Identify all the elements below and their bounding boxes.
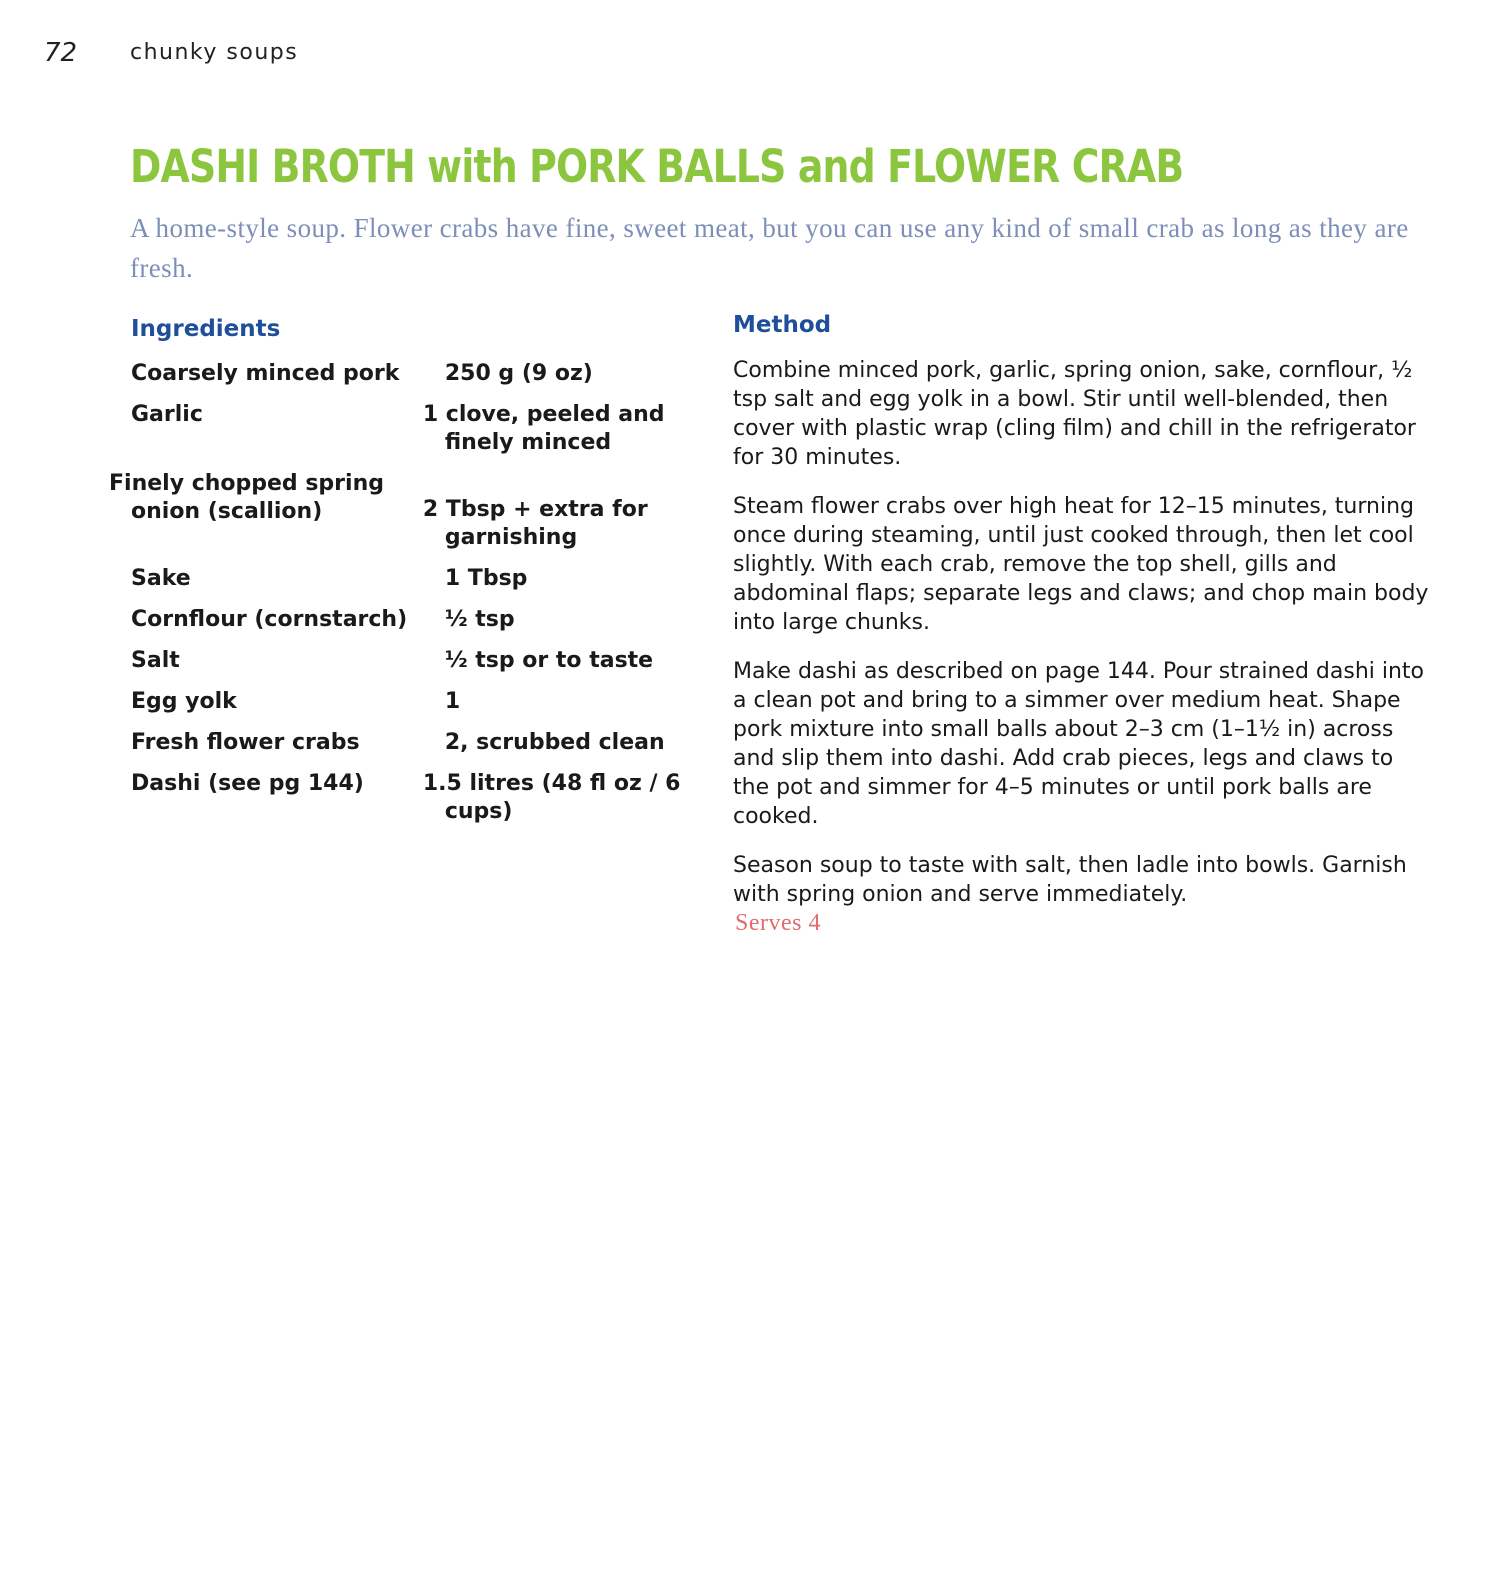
method-step: Season soup to taste with salt, then ladle into bowls. Garnish with spring onion and serve immediately.: [733, 853, 1407, 907]
ingredient-row: [131, 470, 691, 565]
ingredient-row: [131, 401, 691, 470]
ingredient-qty: 1 Tbsp: [444, 566, 528, 591]
ingredient-qty: 250 g (9 oz): [444, 361, 593, 386]
ingredient-row: [131, 729, 691, 770]
ingredient-name: Salt: [131, 648, 180, 673]
recipe-title: DASHI BROTH with PORK BALLS and FLOWER CRAB: [130, 140, 1184, 193]
method-step: Combine minced pork, garlic, spring onion, sake, cornflour, ½ tsp salt and egg yolk in a bowl. Stir until well-blended, then cover with plastic wrap (cling film) and chill in the refrigerator for 30 minutes.: [733, 358, 1416, 470]
method-step: Make dashi as described on page 144. Pour strained dashi into a clean pot and bring to a simmer over medium heat. Shape pork mixture into small balls about 2–3 cm (1–1½ in) across and slip them into dashi. Add crab pieces, legs and claws to the pot and simmer for 4–5 minutes or until pork balls are cooked.: [733, 659, 1425, 829]
method-steps: [733, 356, 1433, 929]
ingredient-qty: ½ tsp: [444, 607, 515, 632]
ingredient-name: Cornflour (cornstarch): [131, 607, 408, 632]
section-title: chunky soups: [130, 40, 299, 65]
ingredient-name: Coarsely minced pork: [131, 361, 400, 386]
ingredient-name: Egg yolk: [131, 689, 237, 714]
ingredient-qty: ½ tsp or to taste: [444, 648, 654, 673]
ingredient-qty: 2, scrubbed clean: [444, 730, 665, 755]
ingredient-name: Dashi (see pg 144): [131, 771, 364, 796]
ingredient-row: [131, 606, 691, 647]
ingredient-qty: 1.5 litres (48 fl oz / 6 cups): [422, 771, 681, 824]
ingredient-qty: 1: [444, 689, 461, 714]
ingredient-row: [131, 565, 691, 606]
ingredient-row: [131, 647, 691, 688]
serves-note: Serves 4: [735, 910, 821, 936]
ingredient-row: [131, 770, 691, 839]
page-number: 72: [44, 38, 78, 68]
ingredient-name: Sake: [131, 566, 191, 591]
ingredient-qty: 2 Tbsp + extra for garnishing: [422, 497, 648, 550]
ingredients-table: [109, 360, 691, 839]
ingredient-qty: 1 clove, peeled and finely minced: [422, 402, 665, 455]
method-step: Steam flower crabs over high heat for 12–15 minutes, turning once during steaming, until just cooked through, then let cool slightly. With each crab, remove the top shell, gills and abdominal flaps; separate legs and claws; and chop main body into large chunks.: [733, 494, 1429, 635]
ingredient-name: Fresh flower crabs: [131, 730, 360, 755]
recipe-intro: A home-style soup. Flower crabs have fine, sweet meat, but you can use any kind of small crab as long as they are fresh.: [130, 213, 1409, 283]
ingredients-heading: Ingredients: [131, 316, 281, 342]
ingredient-row: [131, 688, 691, 729]
method-heading: Method: [733, 312, 832, 338]
ingredient-row: [131, 360, 691, 401]
ingredient-name: Garlic: [131, 402, 203, 427]
ingredient-name: Finely chopped spring onion (scallion): [109, 471, 384, 524]
